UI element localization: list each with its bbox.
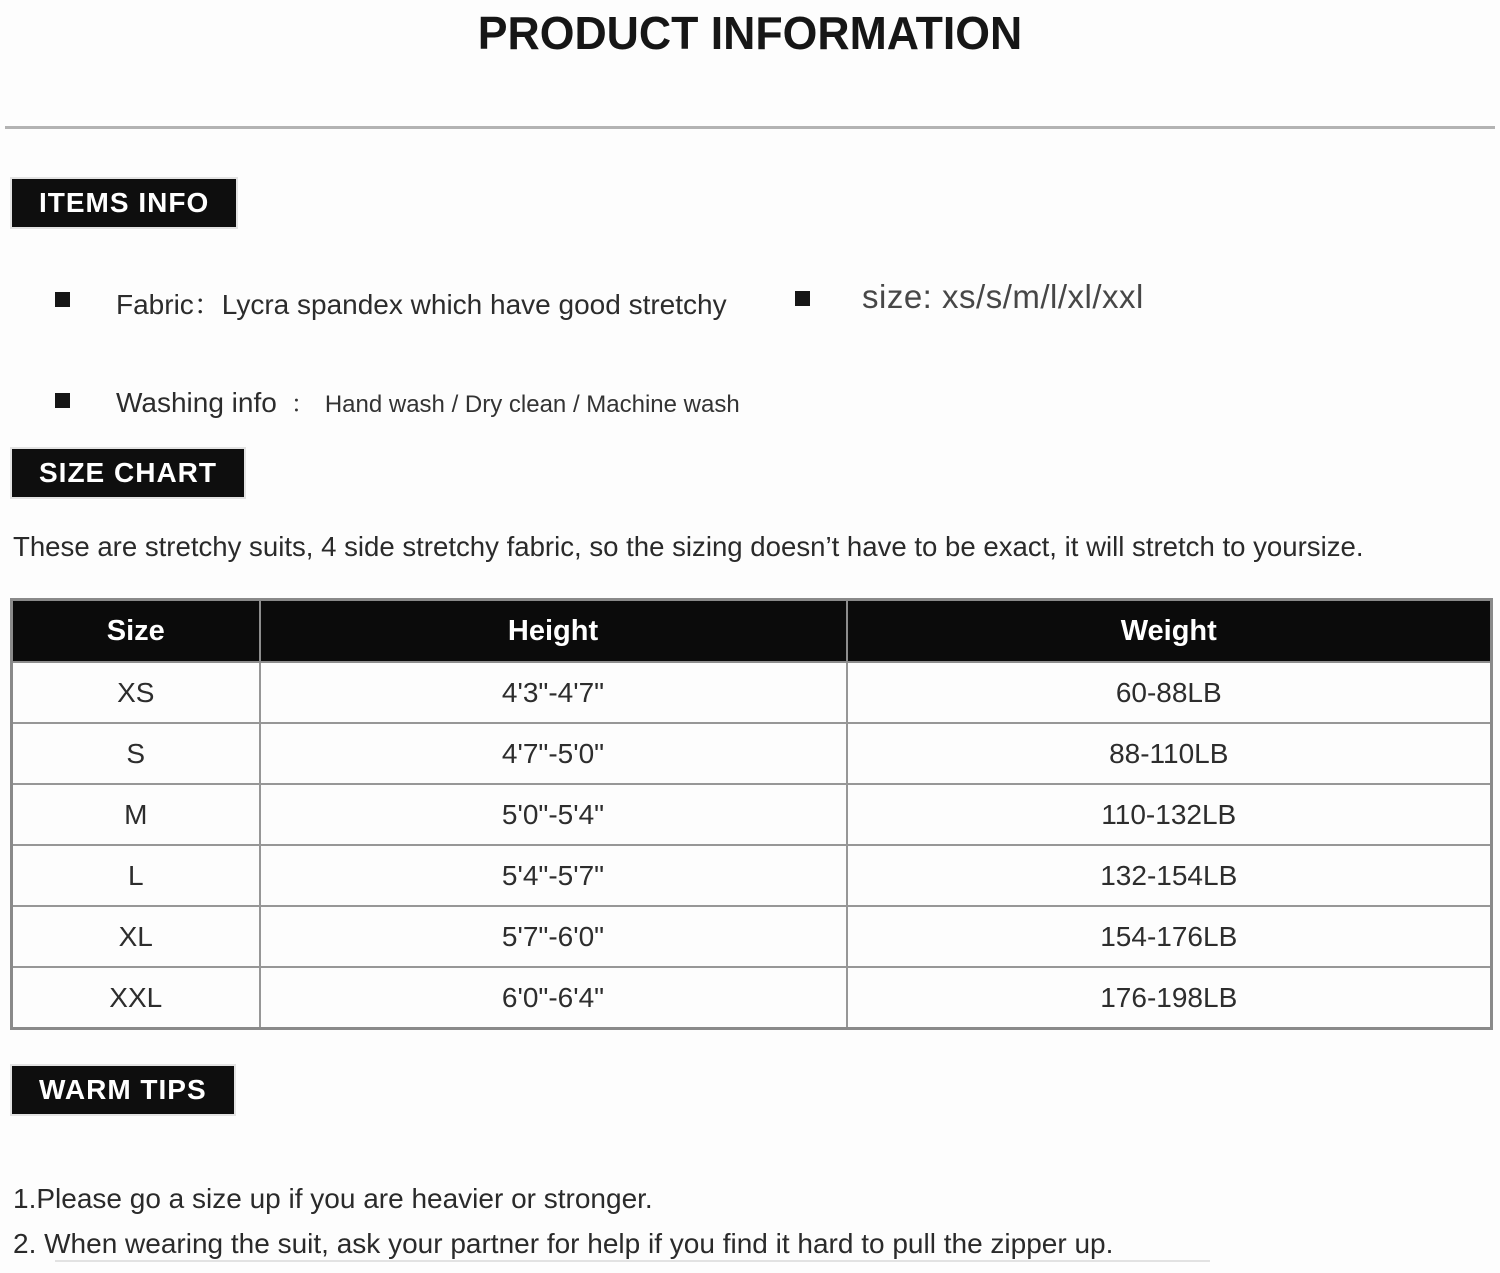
warm-tip-2: 2. When wearing the suit, ask your partner for help if you find it hard to pull the zipper up. (13, 1228, 1114, 1259)
fabric-bullet-line (55, 283, 727, 323)
items-info-heading: ITEMS INFO (12, 179, 236, 227)
washing-text (116, 384, 740, 419)
cell-height: 6'0"-6'4" (260, 967, 847, 1029)
bullet-square-icon (55, 393, 70, 408)
table-row (12, 906, 1492, 967)
washing-bullet-line (55, 384, 740, 419)
cell-size: M (12, 784, 260, 845)
size-chart-table (10, 598, 1493, 1030)
table-row (12, 723, 1492, 784)
cell-weight: 110-132LB (847, 784, 1492, 845)
bullet-square-icon (55, 292, 70, 307)
table-row (12, 662, 1492, 723)
cell-weight: 88-110LB (847, 723, 1492, 784)
cell-weight: 154-176LB (847, 906, 1492, 967)
size-chart-note: These are stretchy suits, 4 side stretchy fabric, so the sizing doesn’t have to be exact, it will stretch to yoursize. (13, 531, 1364, 562)
size-bullet-line (795, 278, 1144, 316)
table-header-row (12, 600, 1492, 663)
table-row (12, 784, 1492, 845)
washing-value: Hand wash / Dry clean / Machine wash (324, 391, 740, 418)
cell-height: 4'7"-5'0" (260, 723, 847, 784)
cell-weight: 60-88LB (847, 662, 1492, 723)
size-chart-heading: SIZE CHART (12, 449, 244, 497)
page-title: PRODUCT INFORMATION (477, 7, 1023, 59)
cell-height: 5'7"-6'0" (260, 906, 847, 967)
column-header-height: Height (260, 600, 847, 663)
cell-weight: 132-154LB (847, 845, 1492, 906)
warm-tip-1: 1.Please go a size up if you are heavier or stronger. (13, 1183, 653, 1214)
top-divider-line (5, 126, 1495, 129)
cell-weight: 176-198LB (847, 967, 1492, 1029)
cell-size: XS (12, 662, 260, 723)
warm-tips-heading: WARM TIPS (12, 1066, 234, 1114)
fabric-label: Fabric： (116, 289, 222, 320)
cell-size: L (12, 845, 260, 906)
fabric-value: Lycra spandex which have good stretchy (221, 289, 727, 320)
cell-height: 5'4"-5'7" (260, 845, 847, 906)
size-text: size: xs/s/m/l/xl/xxl (862, 278, 1144, 315)
column-header-size: Size (12, 600, 260, 663)
cell-size: XL (12, 906, 260, 967)
washing-label: Washing info (116, 387, 277, 418)
table-row (12, 845, 1492, 906)
table-row (12, 967, 1492, 1029)
column-header-weight: Weight (847, 600, 1492, 663)
cell-height: 4'3"-4'7" (260, 662, 847, 723)
bottom-divider-line (55, 1260, 1210, 1262)
washing-separator: ： (290, 391, 315, 418)
cell-height: 5'0"-5'4" (260, 784, 847, 845)
cell-size: S (12, 723, 260, 784)
cell-size: XXL (12, 967, 260, 1029)
fabric-text (116, 283, 727, 323)
bullet-square-icon (795, 291, 810, 306)
